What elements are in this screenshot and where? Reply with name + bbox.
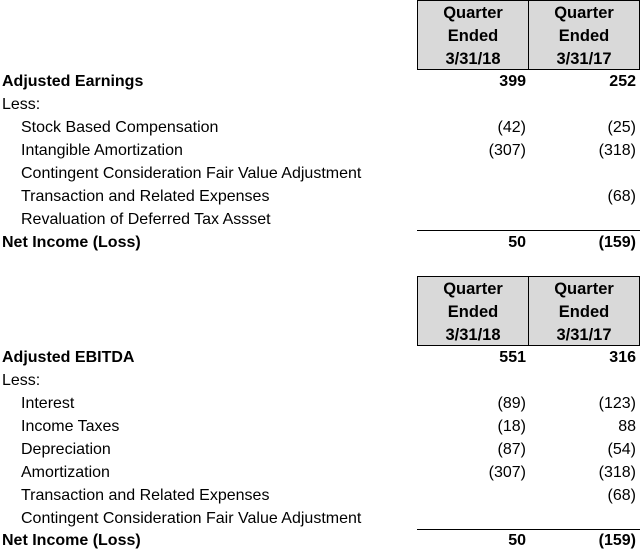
header-line: 3/31/18 — [445, 50, 501, 68]
row-label: Contingent Consideration Fair Value Adjustment — [21, 510, 362, 527]
value-2017: 88 — [618, 418, 636, 435]
value-2017: 252 — [609, 73, 636, 90]
table-row — [0, 392, 640, 415]
value-2017: (68) — [607, 188, 636, 205]
table-row — [0, 484, 640, 507]
table-row — [0, 369, 640, 392]
header-line: Quarter — [554, 280, 614, 298]
row-label: Interest — [21, 395, 75, 412]
header-line: Ended — [447, 303, 499, 321]
header-line: 3/31/17 — [556, 326, 612, 344]
reconciliation-table-adjusted-earnings — [0, 0, 640, 255]
row-label: Stock Based Compensation — [21, 119, 219, 136]
value-2017: (159) — [598, 532, 636, 549]
row-label: Depreciation — [21, 441, 111, 458]
row-label: Less: — [2, 372, 41, 389]
header-line: Quarter — [554, 4, 614, 22]
table-row — [0, 438, 640, 461]
table-row — [0, 346, 640, 369]
value-2017: 316 — [609, 349, 636, 366]
value-2017: (318) — [598, 142, 636, 159]
header-line: 3/31/18 — [445, 326, 501, 344]
value-2018: (42) — [497, 119, 526, 136]
table-row — [0, 185, 640, 208]
value-2018: 50 — [508, 234, 526, 251]
row-label: Less: — [2, 96, 41, 113]
column-header-q1-2018 — [417, 276, 529, 346]
column-header-q1-2017 — [528, 276, 640, 346]
row-label: Adjusted EBITDA — [2, 349, 135, 366]
row-label: Adjusted Earnings — [2, 73, 144, 90]
table-row — [0, 415, 640, 438]
value-2017: (25) — [607, 119, 636, 136]
row-label: Net Income (Loss) — [2, 532, 141, 549]
row-label: Income Taxes — [21, 418, 120, 435]
value-2018: (89) — [497, 395, 526, 412]
value-2018: (18) — [497, 418, 526, 435]
header-line: Quarter — [443, 4, 503, 22]
table-row — [0, 139, 640, 162]
header-line: 3/31/17 — [556, 50, 612, 68]
table-row — [0, 461, 640, 484]
row-label: Net Income (Loss) — [2, 234, 141, 251]
row-label: Amortization — [21, 464, 110, 481]
value-2018: (307) — [488, 464, 526, 481]
value-2017: (68) — [607, 487, 636, 504]
value-2018: 399 — [499, 73, 526, 90]
row-label: Transaction and Related Expenses — [21, 188, 270, 205]
table-row — [0, 116, 640, 139]
table-row-total — [0, 231, 640, 254]
row-label: Intangible Amortization — [21, 142, 183, 159]
table-row — [0, 208, 640, 231]
table-row-total — [0, 530, 640, 552]
value-2018: (87) — [497, 441, 526, 458]
table-row — [0, 70, 640, 93]
header-line: Ended — [447, 27, 499, 45]
column-header-q1-2017 — [528, 0, 640, 70]
header-line: Quarter — [443, 280, 503, 298]
value-2017: (318) — [598, 464, 636, 481]
table-row — [0, 507, 640, 530]
value-2017: (54) — [607, 441, 636, 458]
table-row — [0, 93, 640, 116]
value-2018: 50 — [508, 532, 526, 549]
header-line: Ended — [558, 303, 610, 321]
row-label: Revaluation of Deferred Tax Assset — [21, 211, 271, 228]
header-line: Ended — [558, 27, 610, 45]
value-2018: (307) — [488, 142, 526, 159]
value-2017: (159) — [598, 234, 636, 251]
reconciliation-table-adjusted-ebitda — [0, 276, 640, 552]
column-header-q1-2018 — [417, 0, 529, 70]
value-2017: (123) — [598, 395, 636, 412]
row-label: Contingent Consideration Fair Value Adjustment — [21, 165, 362, 182]
value-2018: 551 — [499, 349, 526, 366]
table-row — [0, 162, 640, 185]
row-label: Transaction and Related Expenses — [21, 487, 270, 504]
